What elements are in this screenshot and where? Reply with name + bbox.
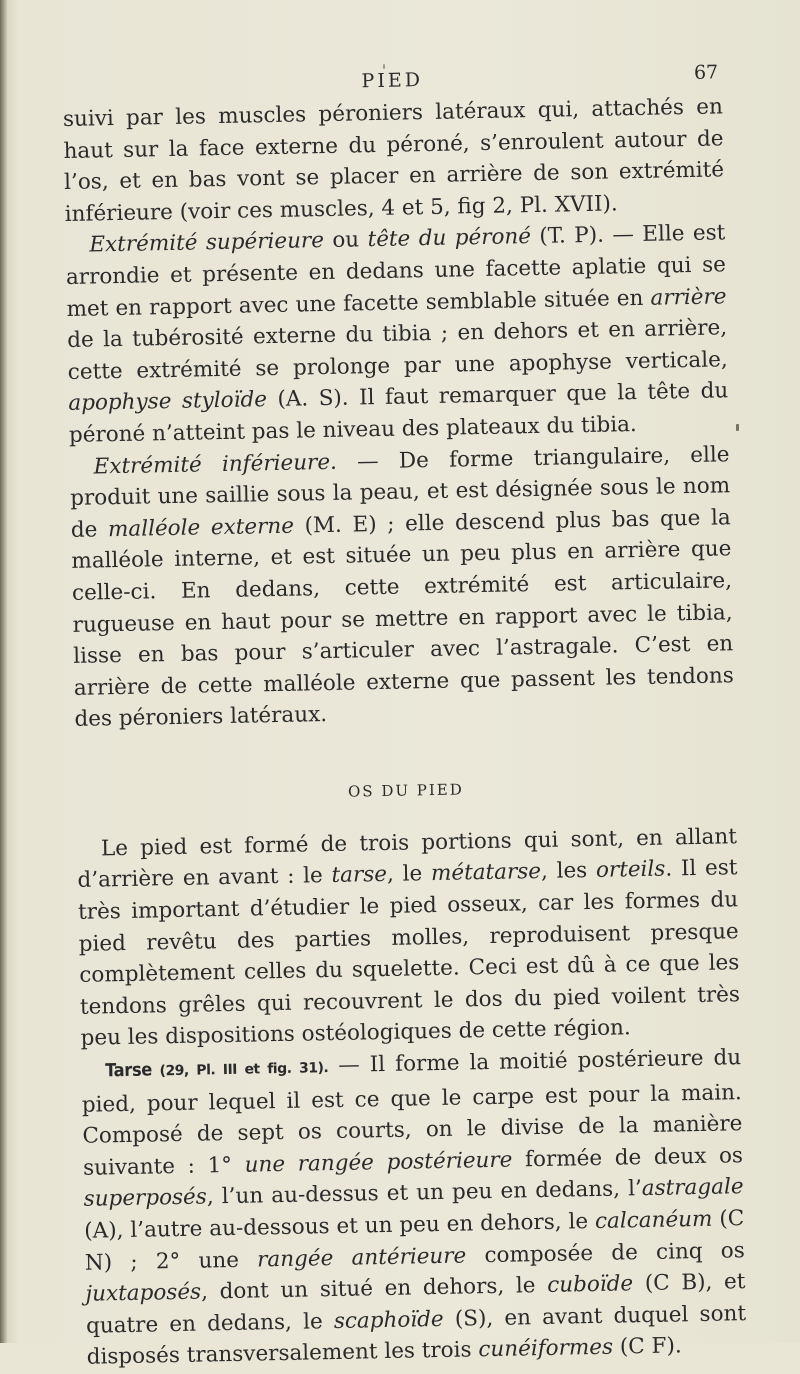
ink-speck-mark [383, 64, 385, 69]
text-run: (A), l’autre au-dessous et un peu en dehors, le [84, 1208, 596, 1244]
text-run: , dont un situé en dehors, le [200, 1273, 548, 1305]
text-run: composée de cinq os [466, 1237, 746, 1269]
text-run: . Il est très important d’étudier le pied osseux, car les formes du pied revêtu des parties molles, reproduisent presque complètement celles du squelette. Ceci est dû à ce que les tendons grêles qui recouvrent le dos du pied voilent très peu les dispositions ostéologiques de cette région. [77, 855, 741, 1052]
subheading-tarse: Tarse [105, 1059, 153, 1082]
term-calcaneum: calcanéum [594, 1206, 713, 1234]
subheading-extremite-inferieure: Extrémité inférieure. [93, 449, 338, 479]
section-heading: OS DU PIED [347, 780, 464, 801]
paragraph-tarse [81, 1042, 747, 1374]
paragraph-os-du-pied [77, 821, 741, 1055]
term-tete-du-perone: tête du péroné [367, 224, 532, 253]
term-arriere: arrière [650, 283, 727, 311]
text-run: de la tubérosité externe du tibia ; en dehors et en arrière, cette extrémité se prolonge par une apophyse verticale, [66, 315, 728, 385]
term-malleole-externe: malléole externe [107, 513, 295, 542]
text-run: (C B), et quatre en dedans, le [85, 1269, 746, 1339]
text-run: — Il forme la moitié postérieure du pied, pour lequel il est ce que le carpe est pour la main. Composé de sept os courts, on le divise de la manière suivante : 1° [81, 1045, 743, 1181]
page-content [62, 57, 747, 1373]
text-run: (T. P). — Elle est arrondie et présente en dedans une facette aplatie qui se met en rapport avec une facette semblable située en [65, 220, 727, 322]
text-run: Le pied est formé de trois portions qui sont, en allant d’arrière en avant : le [77, 824, 738, 894]
paragraph-text: suivi par les muscles péroniers latéraux qui, attachés en haut sur la face externe du péroné, s’enroulent autour de l’os, et en bas vont se placer en arrière de son extrémité inférieure (voir ces muscles, 4 et 5, fig 2, Pl. XVII). [62, 94, 725, 227]
page-number: 67 [693, 61, 719, 84]
text-run: , le [386, 861, 432, 888]
running-title: PIED [361, 69, 424, 93]
text-run: — De forme triangulaire, elle produit une saillie sous la peau, et est désignée sous le nom de [69, 441, 731, 543]
text-run: (S), en avant duquel sont disposés transversalement les trois [86, 1300, 747, 1371]
term-apophyse-styloide: apophyse styloïde [68, 387, 268, 417]
book-spine-edge [0, 0, 7, 1343]
term-tarse: tarse [331, 862, 388, 889]
paragraph-extremite-inferieure [69, 439, 734, 736]
subheading-extremite-superieure: Extrémité supérieure [89, 228, 325, 258]
term-juxtaposes: juxtaposés [85, 1279, 202, 1307]
term-metatarse: métatarse [430, 859, 542, 887]
term-superposes: superposés [83, 1184, 208, 1213]
term-scaphoide: scaphoïde [333, 1306, 444, 1334]
text-run: (A. S). Il faut remarquer que la tête du péroné n’atteint pas le niveau des plateaux du tibia. [68, 378, 729, 448]
ink-speck-mark [736, 424, 739, 431]
term-rangee-posterieure: une rangée postérieure [244, 1147, 513, 1178]
figure-reference: (29, Pl. III et fig. 31). [151, 1060, 329, 1080]
term-cuneiformes: cunéiformes [478, 1335, 614, 1363]
text-run: ou [323, 227, 368, 254]
paragraph-extremite-superieure [65, 218, 729, 452]
text-run: (C F). [612, 1333, 682, 1361]
term-cuboide: cuboïde [546, 1271, 634, 1299]
term-rangee-anterieure: rangée antérieure [256, 1243, 467, 1273]
text-run: formée de deux os [512, 1142, 744, 1173]
term-orteils: orteils [595, 857, 666, 884]
text-run: (C N) ; 2° une [84, 1206, 745, 1276]
paragraph-continuation [63, 91, 725, 230]
term-astragale: astragale [641, 1174, 744, 1202]
text-run: , l’un au-dessus et un peu en dedans, l’ [206, 1176, 643, 1210]
text-run: , les [540, 858, 597, 885]
text-run: (M. E) ; elle descend plus bas que la malléole interne, et est située un peu plus en arrière que celle-ci. En dedans, cette extrémité est articulaire, rugueuse en haut pour se mettre en rapport avec le tibia, lisse en bas pour s’articuler avec l’astragale. C’est en arrière de cette malléole externe que passent les tendons des péroniers latéraux. [71, 504, 734, 733]
